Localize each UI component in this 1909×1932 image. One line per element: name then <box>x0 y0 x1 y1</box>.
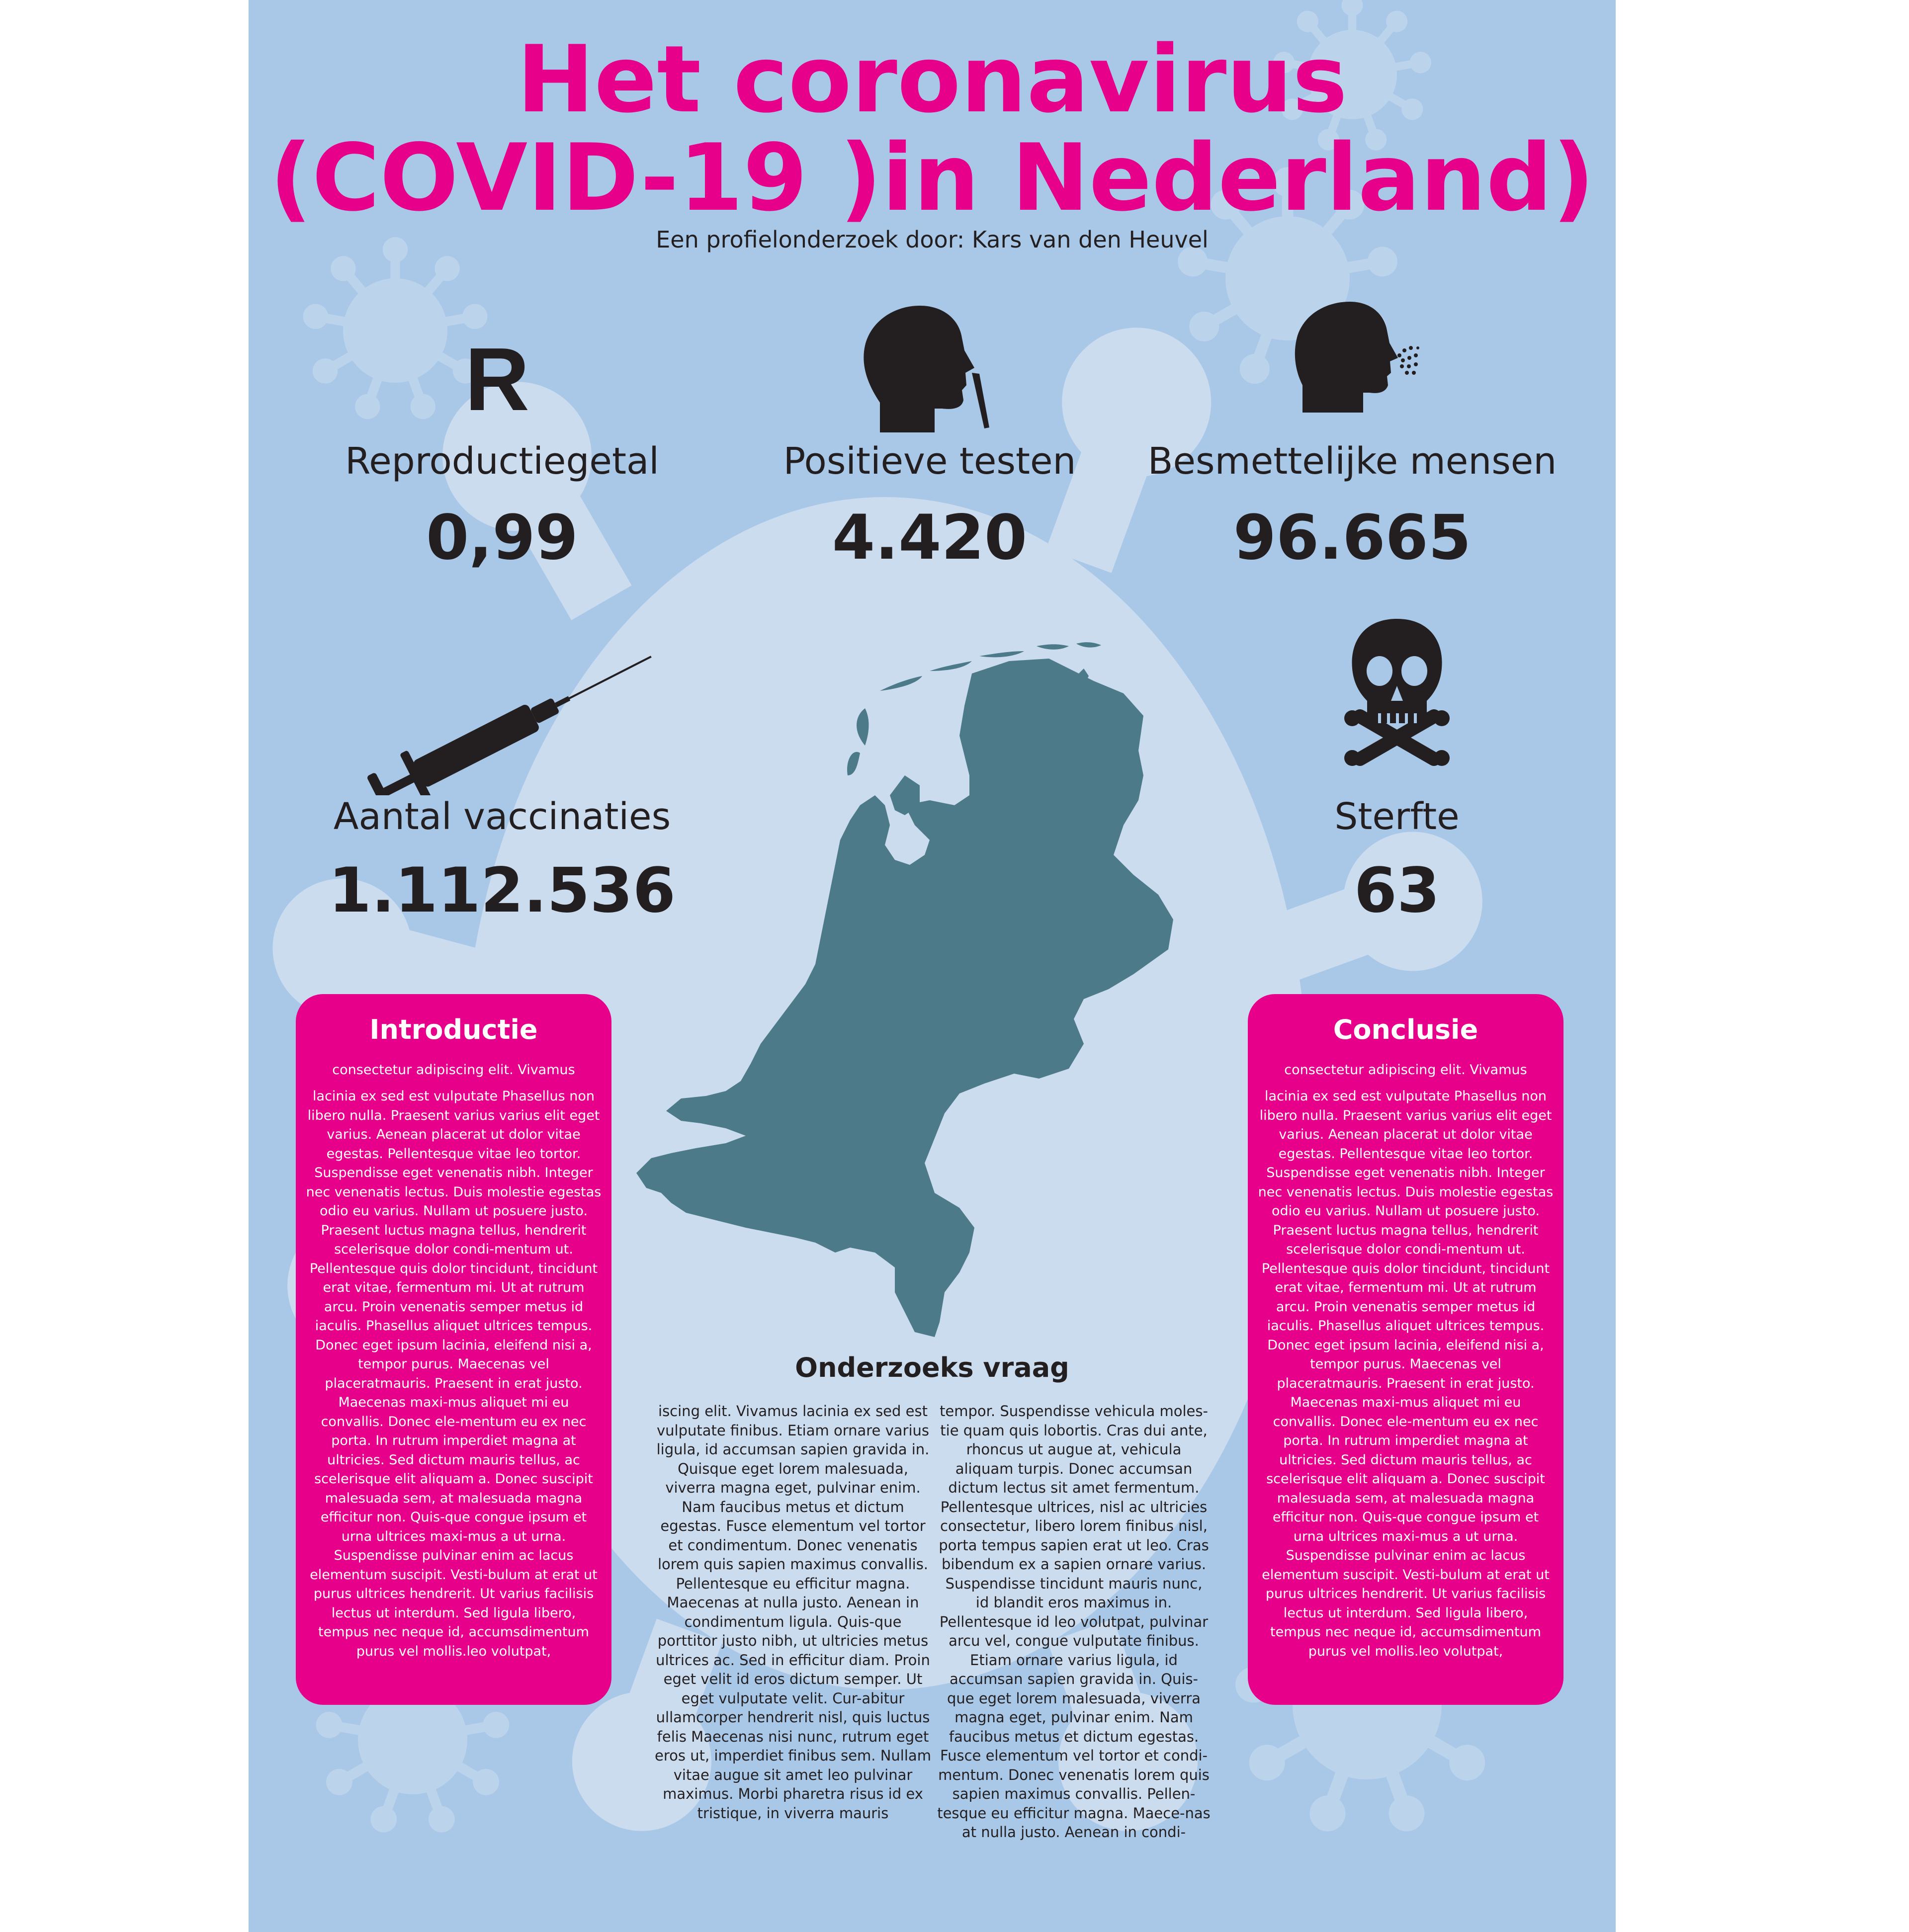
stat-label-vaccinations: Aantal vaccinaties <box>333 795 671 838</box>
head-nose-swab-icon <box>860 303 994 437</box>
conclusion-panel <box>1248 994 1563 1705</box>
stat-label-infectious: Besmettelijke mensen <box>1147 440 1557 483</box>
stat-value-vaccinations: 1.112.536 <box>328 855 676 926</box>
introduction-lead: consectetur adipiscing elit. Vivamus <box>332 1062 575 1078</box>
stat-value-tests: 4.420 <box>832 502 1028 574</box>
stat-value-reproduction: 0,99 <box>426 502 578 574</box>
research-question-column-1: iscing elit. Vivamus lacinia ex sed est vulputate finibus. Etiam ornare varius ligula, id accumsan sapien gravida in. Quisque eget lorem malesuada, viverra magna eget, pulvinar enim. Nam faucibus metus et dictum egestas. Fusce elementum vel tortor et condimentum. Donec venenatis lorem quis sapien maximus convallis. Pellentesque eu efficitur magna. Maecenas at nulla justo. Aenean in condimentum ligula. Quis-que porttitor justo nibh, ut ultricies metus ultrices ac. Sed in efficitur diam. Proin eget velit id eros dictum semper. Ut eget vulputate velit. Cur-abitur ullamcorper hendrerit nisl, quis luctus felis Maecenas nisi nunc, rutrum eget eros ut, imperdiet finibus sem. Nullam vitae augue sit amet leo pulvinar maximus. Morbi pharetra risus id ex tristique, in viverra mauris <box>655 1403 931 1822</box>
introduction-body: lacinia ex sed est vulputate Phasellus non libero nulla. Praesent varius varius elit eget varius. Aenean placerat ut dolor vitae egestas. Pellentesque vitae leo tortor. Suspendisse eget venenatis nibh. Integer nec venenatis lectus. Duis molestie egestas odio eu varius. Nullam ut posuere justo. Praesent luctus magna tellus, hendrerit scelerisque dolor condi-mentum ut. Pellentesque quis dolor tincidunt, tincidunt erat vitae, fermentum mi. Ut at rutrum arcu. Proin venenatis semper metus id iaculis. Phasellus aliquet ultrices tempus. Donec eget ipsum lacinia, eleifend nisi a, tempor purus. Maecenas vel placeratmauris. Praesent in erat justo. Maecenas maxi-mus aliquet mi eu convallis. Donec ele-mentum eu ex nec porta. In rutrum imperdiet magna at ultricies. Sed dictum mauris tellus, ac scelerisque elit aliquam a. Donec suscipit malesuada sem, at malesuada magna efficitur non. Quis-que congue ipsum et urna ultrices maxi-mus a ut urna. Suspendisse pulvinar enim ac lacus elementum suscipit. Vesti-bulum at erat ut purus ultrices hendrerit. Ut varius facilisis lectus ut interdum. Sed ligula libero, tempus nec neque id, accumsdimentum purus vel mollis.leo volutpat, <box>306 1089 602 1659</box>
research-question-column-2: tempor. Suspendisse vehicula moles-tie quam quis lobortis. Cras dui ante, rhoncus ut augue at, vehicula aliquam turpis. Donec accumsan dictum lectus sit amet fermentum. Pellentesque ultrices, nisl ac ultricies consectetur, libero lorem finibus nisl, porta tempus sapien erat ut leo. Cras bibendum ex a sapien ornare varius. Suspendisse tincidunt mauris nunc, id blandit eros maximus in. Pellentesque id leo volutpat, pulvinar arcu vel, congue vulputate finibus. Etiam ornare varius ligula, id accumsan sapien gravida in. Quis-que eget lorem malesuada, viverra magna eget, pulvinar enim. Nam faucibus metus et dictum egestas. Fusce elementum vel tortor et condi-mentum. Donec venenatis lorem quis sapien maximus convallis. Pellen-tesque eu efficitur magna. Maece-nas at nulla justo. Aenean in condi- <box>937 1403 1211 1841</box>
syringe-icon <box>348 631 666 795</box>
stat-label-tests: Positieve testen <box>783 440 1076 483</box>
conclusion-body: lacinia ex sed est vulputate Phasellus non libero nulla. Praesent varius varius elit eget varius. Aenean placerat ut dolor vitae egestas. Pellentesque vitae leo tortor. Suspendisse eget venenatis nibh. Integer nec venenatis lectus. Duis molestie egestas odio eu varius. Nullam ut posuere justo. Praesent luctus magna tellus, hendrerit scelerisque dolor condi-mentum ut. Pellentesque quis dolor tincidunt, tincidunt erat vitae, fermentum mi. Ut at rutrum arcu. Proin venenatis semper metus id iaculis. Phasellus aliquet ultrices tempus. Donec eget ipsum lacinia, eleifend nisi a, tempor purus. Maecenas vel placeratmauris. Praesent in erat justo. Maecenas maxi-mus aliquet mi eu convallis. Donec ele-mentum eu ex nec porta. In rutrum imperdiet magna at ultricies. Sed dictum mauris tellus, ac scelerisque elit aliquam a. Donec suscipit malesuada sem, at malesuada magna efficitur non. Quis-que congue ipsum et urna ultrices maxi-mus a ut urna. Suspendisse pulvinar enim ac lacus elementum suscipit. Vesti-bulum at erat ut purus ultrices hendrerit. Ut varius facilisis lectus ut interdum. Sed ligula libero, tempus nec neque id, accumsdimentum purus vel mollis.leo volutpat, <box>1258 1089 1554 1659</box>
introduction-panel <box>296 994 611 1705</box>
introduction-title: Introductie <box>369 1014 538 1045</box>
title-line-2: (COVID-19 )in Nederland) <box>269 124 1595 232</box>
stat-label-deaths: Sterfte <box>1334 795 1460 838</box>
letter-r-icon: R <box>465 330 529 429</box>
title-line-1: Het coronavirus <box>517 25 1348 133</box>
stat-value-deaths: 63 <box>1354 855 1440 926</box>
conclusion-title: Conclusie <box>1333 1014 1478 1045</box>
research-question-title: Onderzoeks vraag <box>795 1352 1069 1383</box>
conclusion-lead: consectetur adipiscing elit. Vivamus <box>1284 1062 1527 1078</box>
head-sneeze-icon <box>1293 301 1422 415</box>
stat-label-reproduction: Reproductiegetal <box>345 440 659 483</box>
subtitle: Een profielonderzoek door: Kars van den Heuvel <box>656 226 1209 253</box>
infographic-poster <box>249 0 1616 1932</box>
skull-crossbones-icon <box>1337 616 1457 775</box>
stat-value-infectious: 96.665 <box>1233 502 1472 574</box>
